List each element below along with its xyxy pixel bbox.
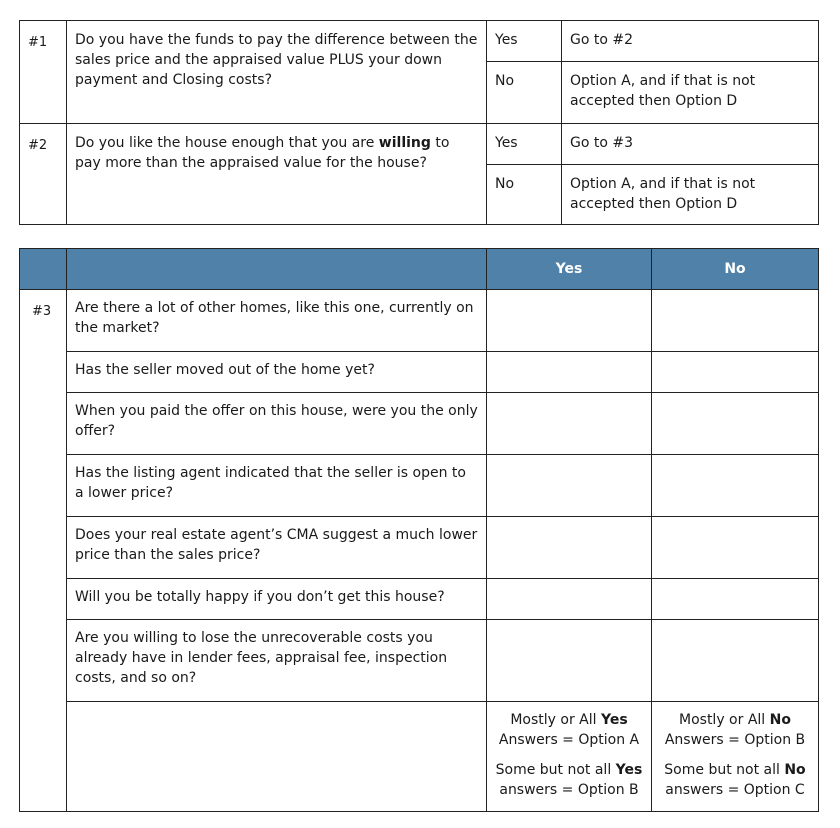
question-number: #2 [20,124,67,225]
answer-label: No [487,165,562,225]
question-text: Has the listing agent indicated that the seller is open to a lower price? [67,455,487,517]
no-summary [652,702,819,812]
question-text: Do you have the funds to pay the difference between the sales price and the appraised value PLUS your down payment and Closing costs? [67,21,487,124]
summary-emphasis: Yes [600,712,628,728]
yes-cell [487,290,652,352]
question-text: Are there a lot of other homes, like this one, currently on the market? [67,290,487,352]
yes-cell [487,517,652,579]
no-cell [652,620,819,702]
header-no: No [652,249,819,290]
summary-text: Mostly or All [679,712,770,728]
question-text-end: to pay more than the appraised value for the house? [75,135,450,171]
question-text-start: Do you like the house enough that you are [75,135,379,151]
no-cell [652,393,819,455]
summary-text: Mostly or All [510,712,601,728]
question-number: #1 [20,21,67,124]
question-text: When you paid the offer on this house, were you the only offer? [67,393,487,455]
no-cell [652,579,819,620]
question-text: Are you willing to lose the unrecoverable costs you already have in lender fees, appraisal fee, inspection costs, and so on? [67,620,487,702]
question-text: Has the seller moved out of the home yet? [67,352,487,393]
header-blank-num [20,249,67,290]
summary-emphasis: No [769,712,791,728]
no-cell [652,352,819,393]
answer-label: No [487,62,562,124]
no-some-result [656,760,814,800]
answer-result: Go to #3 [562,124,819,165]
summary-text: Some but not all [495,762,616,778]
yes-cell [487,352,652,393]
summary-emphasis: No [784,762,806,778]
no-cell [652,290,819,352]
answer-result: Option A, and if that is not accepted then Option D [562,62,819,124]
summary-text: Answers = Option B [664,732,806,748]
no-cell [652,517,819,579]
question-text: Does your real estate agent’s CMA suggest a much lower price than the sales price? [67,517,487,579]
yes-summary [487,702,652,812]
summary-text: answers = Option C [665,782,805,798]
question-text [67,124,487,225]
question-text: Will you be totally happy if you don’t get this house? [67,579,487,620]
summary-blank [67,702,487,812]
summary-text: Answers = Option A [498,732,640,748]
header-yes: Yes [487,249,652,290]
answer-result: Go to #2 [562,21,819,62]
yes-cell [487,393,652,455]
question-emphasis: willing [378,135,431,151]
answer-result: Option A, and if that is not accepted then Option D [562,165,819,225]
yes-some-result [491,760,647,800]
yes-cell [487,455,652,517]
no-mostly-result [656,710,814,750]
yes-cell [487,579,652,620]
decision-table-1 [19,20,819,225]
summary-text: answers = Option B [499,782,639,798]
summary-emphasis: Yes [615,762,643,778]
answer-label: Yes [487,21,562,62]
question-number: #3 [20,290,67,812]
no-cell [652,455,819,517]
answer-label: Yes [487,124,562,165]
yes-mostly-result [491,710,647,750]
summary-text: Some but not all [664,762,785,778]
yes-cell [487,620,652,702]
header-blank-question [67,249,487,290]
decision-table-2 [19,248,819,812]
